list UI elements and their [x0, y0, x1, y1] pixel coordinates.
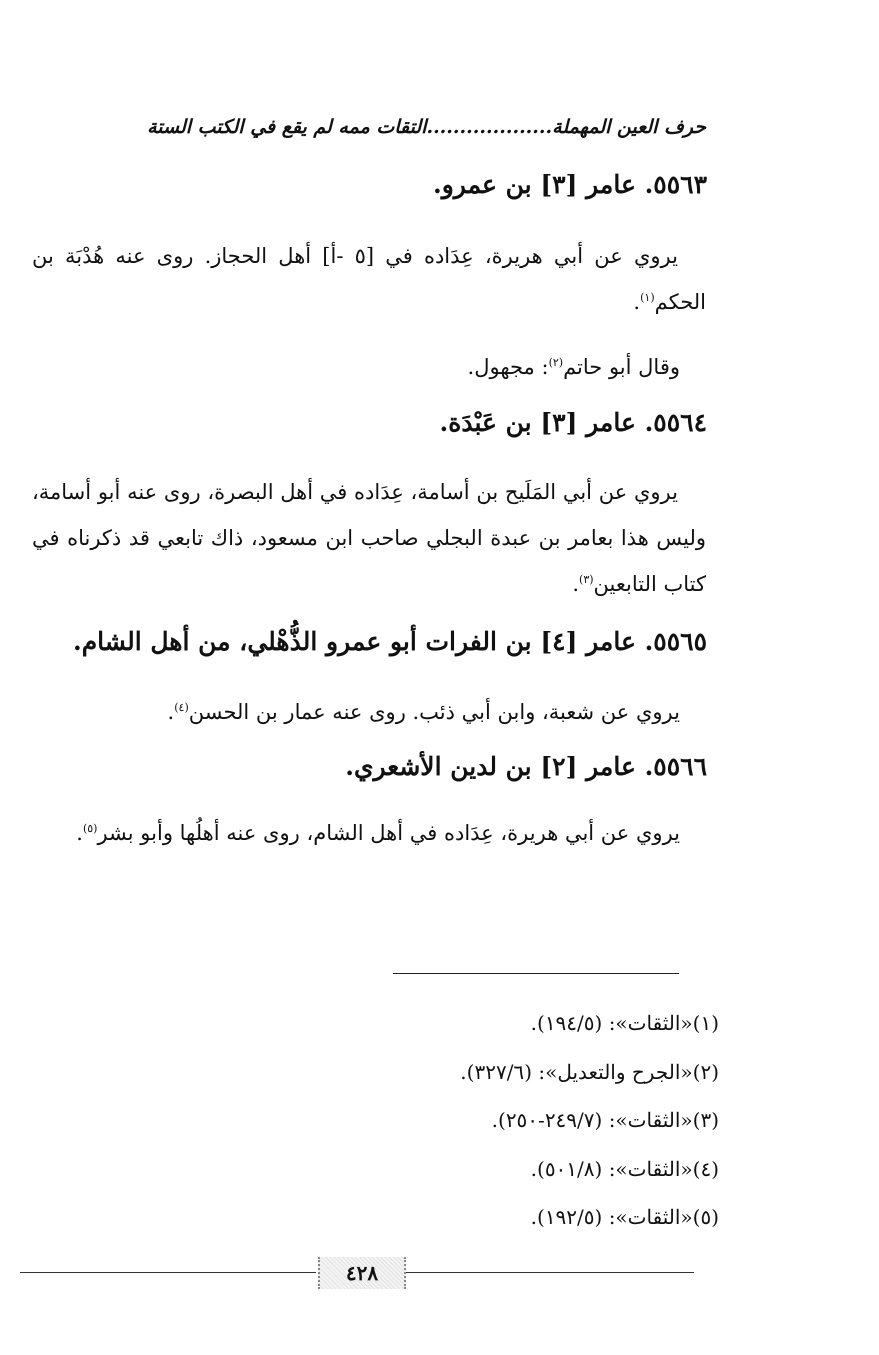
running-header: حرف العين المهملة...................التقات ممه لم يقع في الكتب الستة [147, 116, 706, 138]
paragraph-text: يروي عن أبي هريرة، عِدَاده في أهل الشام، روى عنه أهلُها وأبو بشر [97, 821, 680, 845]
paragraph-text: يروي عن أبي هريرة، عِدَاده في [٥ -أ] أهل الحجاز. روى عنه هُدْبَة بن الحكم [32, 244, 706, 314]
footnote-marker: (٢) [548, 356, 564, 369]
footnote: (١)«الثقات»: (١٩٤/٥). [530, 1011, 719, 1035]
paragraph-tail: : مجهول. [467, 355, 549, 379]
paragraph-text: يروي عن أبي المَلَيح بن أسامة، عِدَاده في أهل البصرة، روى عنه أبو أسامة، وليس هذا بعامر بن عبدة البجلي صاحب ابن مسعود، ذاك تابعي قد ذكرناه في كتاب التابعين [32, 480, 706, 596]
footnote: (٤)«الثقات»: (٥٠١/٨). [530, 1157, 719, 1181]
entry-paragraph [468, 344, 680, 390]
footer-rule-left [20, 1272, 316, 1273]
footnote-separator [393, 973, 679, 974]
entry-paragraph [32, 469, 706, 607]
paragraph-text: يروي عن شعبة، وابن أبي ذئب. روى عنه عمار بن الحسن [188, 700, 680, 724]
paragraph-tail: . [572, 572, 580, 596]
paragraph-tail: . [167, 700, 175, 724]
footnote-marker: (٥) [82, 822, 98, 835]
footnote-marker: (١) [640, 291, 655, 304]
footnote-marker: (٤) [174, 701, 189, 714]
entry-heading: ٥٥٦٤. عامر [٣] بن عَبْدَة. [439, 408, 707, 437]
entry-heading: ٥٥٦٦. عامر [٢] بن لدين الأشعري. [345, 752, 707, 781]
footnote: (٥)«الثقات»: (١٩٢/٥). [530, 1205, 719, 1229]
entry-heading: ٥٥٦٣. عامر [٣] بن عمرو. [433, 170, 707, 199]
footer-rule-right [404, 1272, 694, 1273]
footnote: (٢)«الجرح والتعديل»: (٣٢٧/٦). [460, 1060, 719, 1084]
entry-paragraph [32, 233, 706, 325]
footnote-marker: (٣) [579, 573, 594, 586]
paragraph-text: وقال أبو حاتم [563, 355, 680, 379]
paragraph-tail: . [76, 821, 83, 845]
page-number: ٤٢٨ [318, 1257, 406, 1289]
paragraph-tail: . [633, 290, 641, 314]
footnote: (٣)«الثقات»: (٢٤٩/٧-٢٥٠). [491, 1108, 719, 1132]
entry-paragraph [168, 689, 680, 735]
entry-heading: ٥٥٦٥. عامر [٤] بن الفرات أبو عمرو الذُّهْلي، من أهل الشام. [72, 627, 707, 656]
entry-paragraph [76, 810, 680, 856]
